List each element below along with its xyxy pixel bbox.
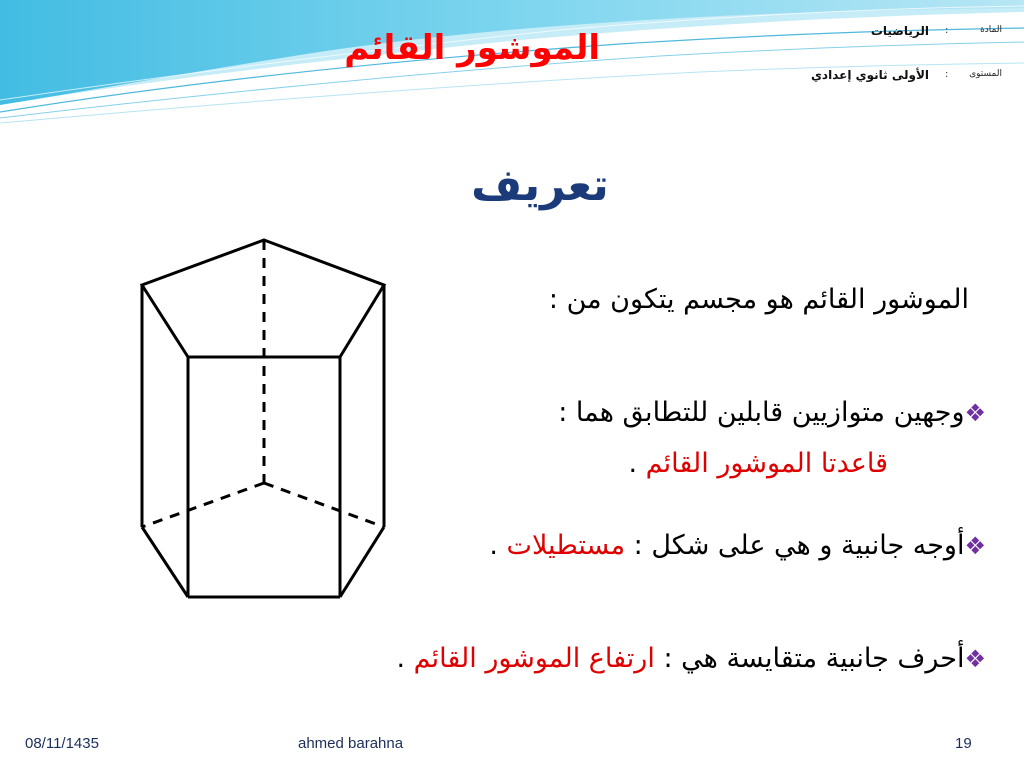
diamond-bullet-icon: ❖	[964, 399, 986, 427]
item-bases	[558, 397, 986, 428]
subject-colon: :	[945, 25, 949, 36]
item-edges	[396, 643, 986, 674]
item-bases-answer-line	[628, 448, 888, 479]
item-bases-end: .	[628, 448, 638, 479]
footer-author: ahmed barahna	[298, 735, 404, 752]
slide-number: 19	[955, 735, 972, 752]
item-faces-text: أوجه جانبية و هي على شكل :	[633, 530, 965, 561]
level-label: المستوى	[969, 69, 1002, 79]
intro-text: الموشور القائم هو مجسم يتكون من :	[548, 284, 969, 315]
item-edges-text: أحرف جانبية متقايسة هي :	[663, 643, 965, 674]
item-edges-answer: ارتفاع الموشور القائم	[413, 643, 655, 674]
item-bases-text: وجهين متوازيين قابلين للتطابق هما :	[558, 397, 965, 428]
slide-title: الموشور القائم	[344, 28, 600, 68]
diamond-bullet-icon: ❖	[964, 645, 986, 673]
level-value: الأولى ثانوي إعدادي	[810, 68, 929, 82]
item-faces-end: .	[489, 530, 498, 561]
level-colon: :	[945, 69, 949, 80]
definition-heading: تعريف	[471, 160, 609, 211]
item-edges-end: .	[396, 643, 406, 674]
subject-label: المادة	[980, 25, 1002, 35]
item-faces	[489, 530, 986, 561]
intro-line	[549, 284, 969, 315]
subject-value: الرياضيات	[870, 24, 929, 38]
diamond-bullet-icon: ❖	[964, 532, 986, 560]
footer-date: 08/11/1435	[25, 735, 99, 752]
item-bases-answer: قاعدتا الموشور القائم	[645, 448, 888, 479]
item-faces-answer: مستطيلات	[506, 530, 626, 561]
